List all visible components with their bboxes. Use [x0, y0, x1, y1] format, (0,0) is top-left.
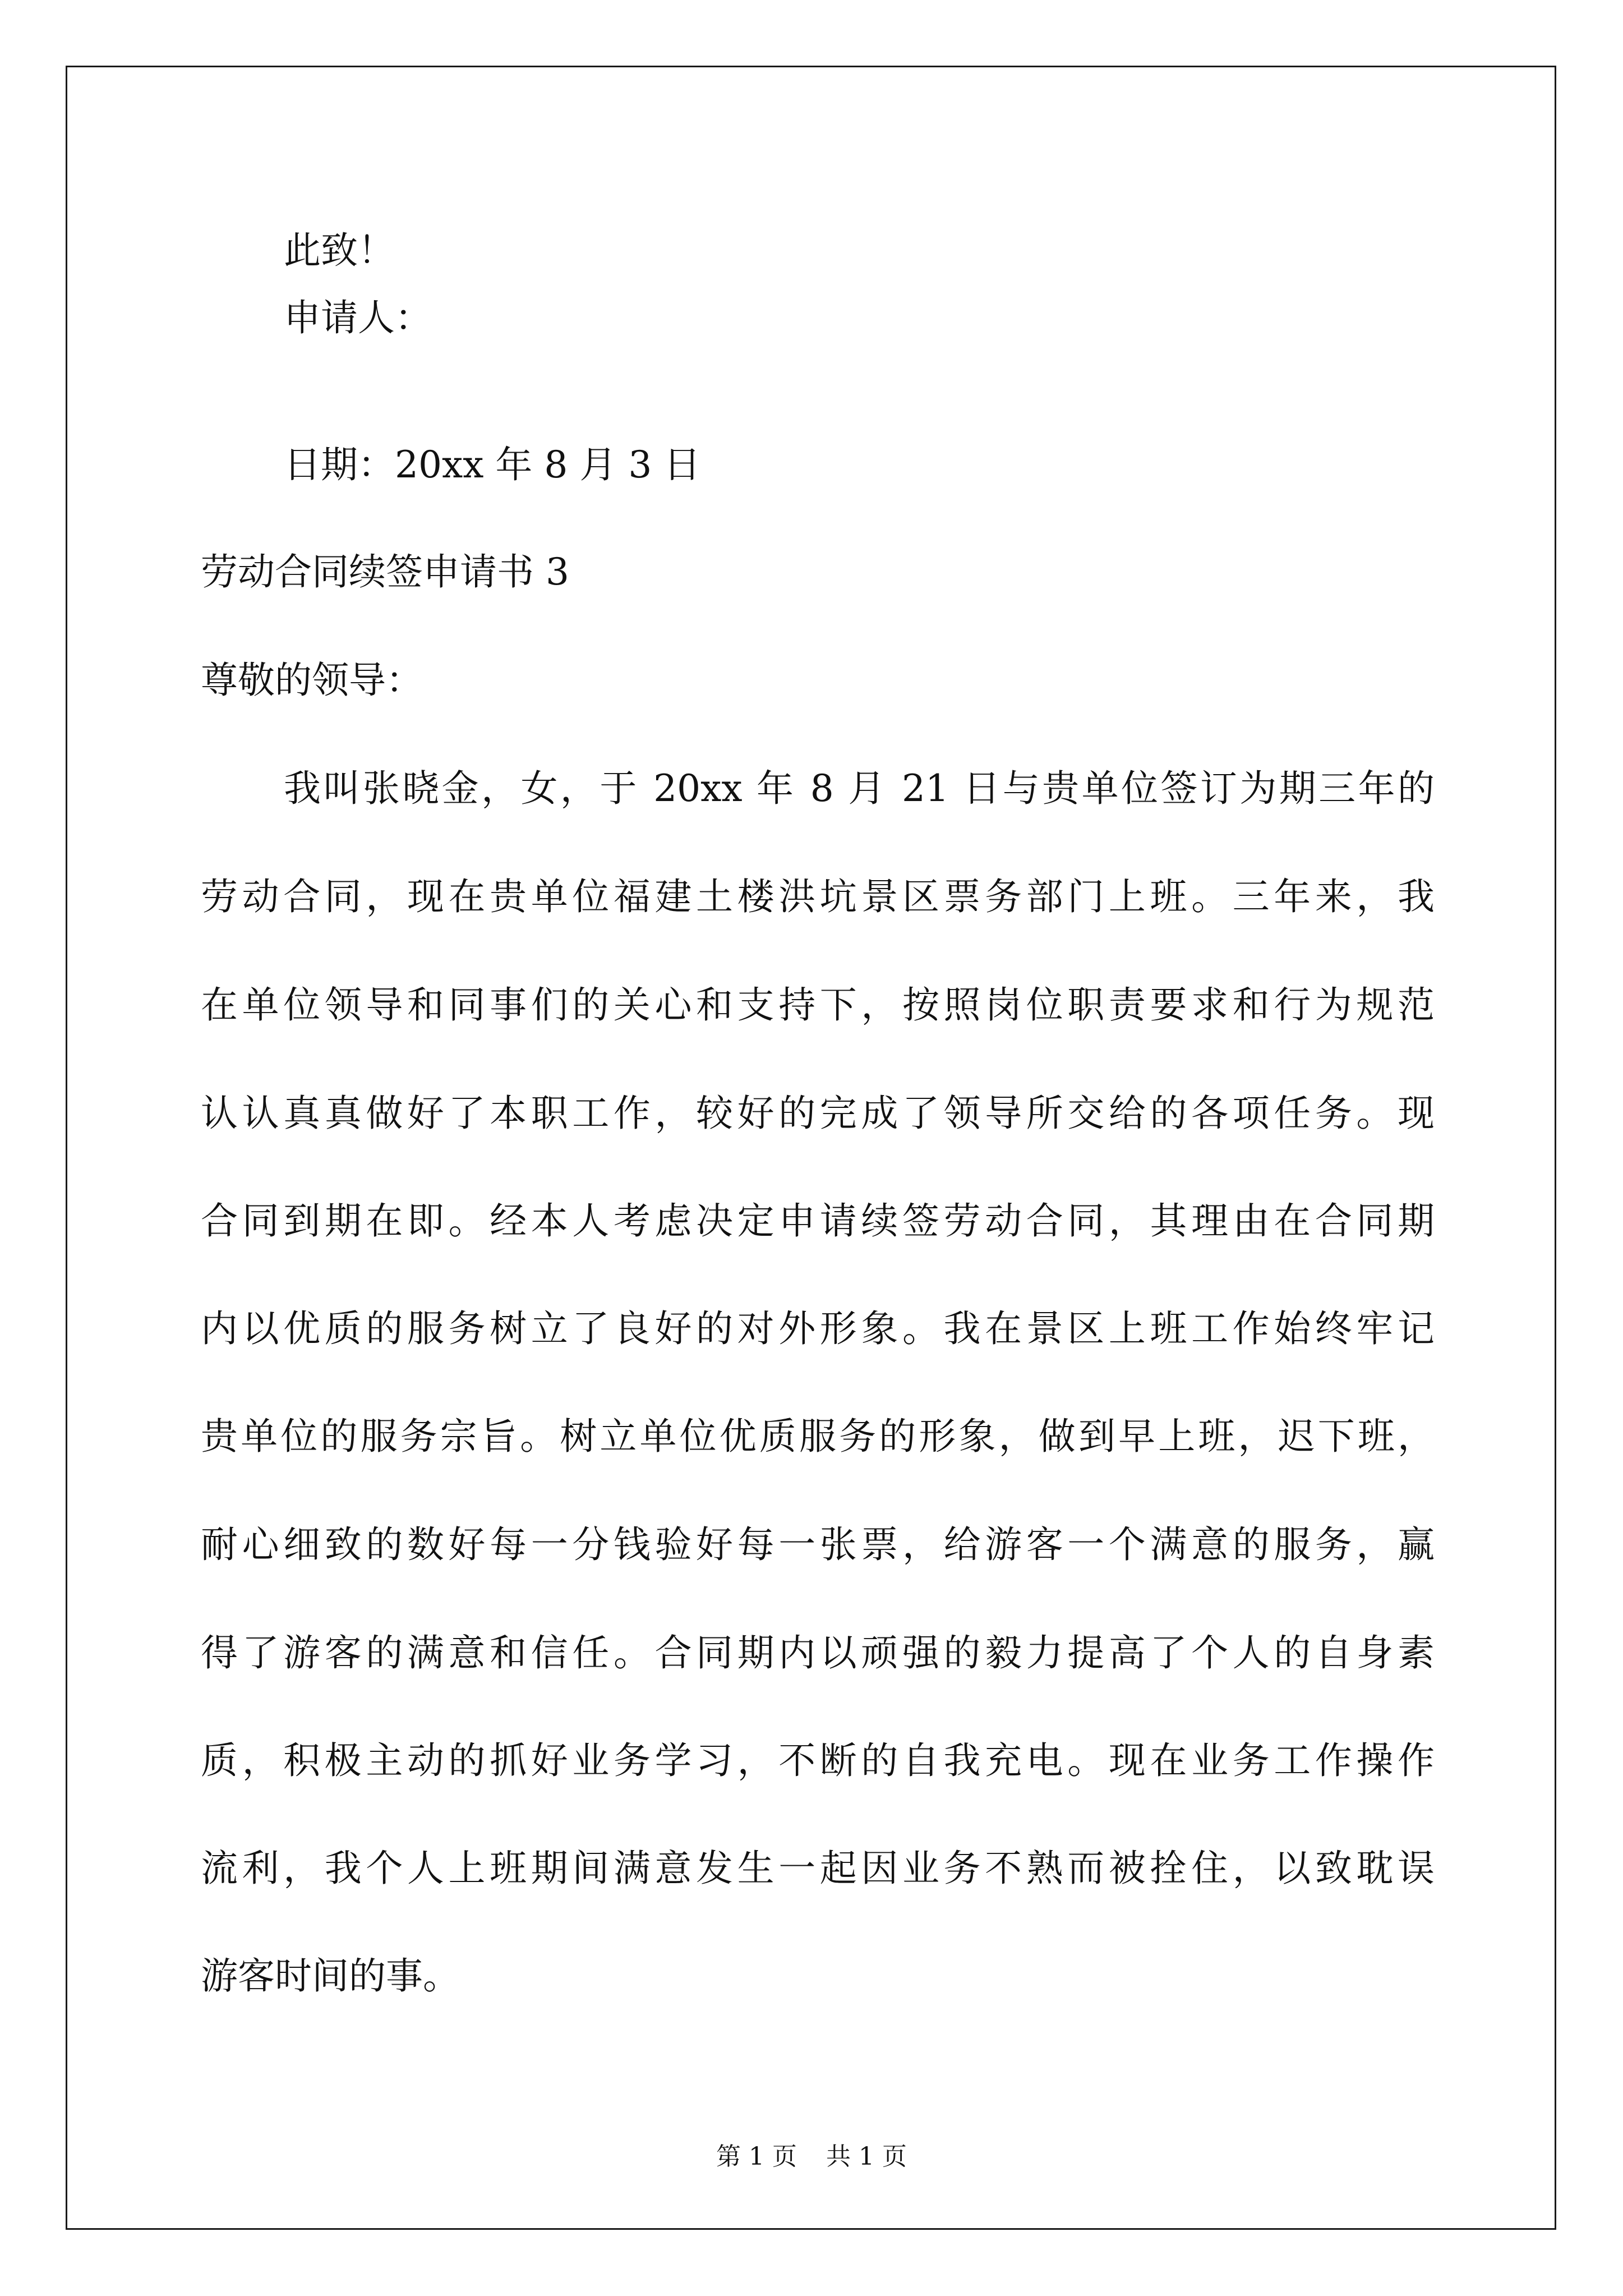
paragraph-line: 耐心细致的数好每一分钱验好每一张票，给游客一个满意的服务，赢 — [201, 1523, 1435, 1566]
paragraph-line: 流利，我个人上班期间满意发生一起因业务不熟而被拴住，以致耽误 — [201, 1847, 1435, 1890]
page-number: 第 1 页 — [716, 2142, 797, 2171]
date-line: 日期：20xx 年 8 月 3 日 — [284, 443, 701, 486]
paragraph-line: 在单位领导和同事们的关心和支持下，按照岗位职责要求和行为规范 — [201, 983, 1435, 1027]
paragraph-line: 得了游客的满意和信任。合同期内以顽强的毅力提高了个人的自身素 — [201, 1631, 1435, 1674]
greeting: 尊敬的领导： — [201, 659, 423, 702]
paragraph-line: 认认真真做好了本职工作，较好的完成了领导所交给的各项任务。现 — [201, 1092, 1435, 1135]
page-total: 共 1 页 — [826, 2142, 907, 2171]
closing-salutation: 此致！ — [284, 229, 395, 272]
applicant-label: 申请人： — [284, 296, 432, 339]
paragraph-line: 内以优质的服务树立了良好的对外形象。我在景区上班工作始终牢记 — [201, 1307, 1435, 1350]
paragraph-line: 贵单位的服务宗旨。树立单位优质服务的形象，做到早上班，迟下班， — [201, 1415, 1435, 1458]
paragraph-line: 我叫张晓金，女，于 20xx 年 8 月 21 日与贵单位签订为期三年的 — [284, 767, 1435, 810]
paragraph-line: 劳动合同，现在贵单位福建土楼洪坑景区票务部门上班。三年来，我 — [201, 875, 1435, 918]
paragraph-line: 游客时间的事。 — [201, 1954, 460, 1998]
page-frame — [66, 66, 1556, 2230]
page-footer — [0, 2136, 1623, 2172]
paragraph-line: 合同到期在即。经本人考虑决定申请续签劳动合同，其理由在合同期 — [201, 1199, 1435, 1243]
paragraph-line: 质，积极主动的抓好业务学习，不断的自我充电。现在业务工作操作 — [201, 1739, 1435, 1782]
section-title: 劳动合同续签申请书 3 — [201, 550, 569, 593]
